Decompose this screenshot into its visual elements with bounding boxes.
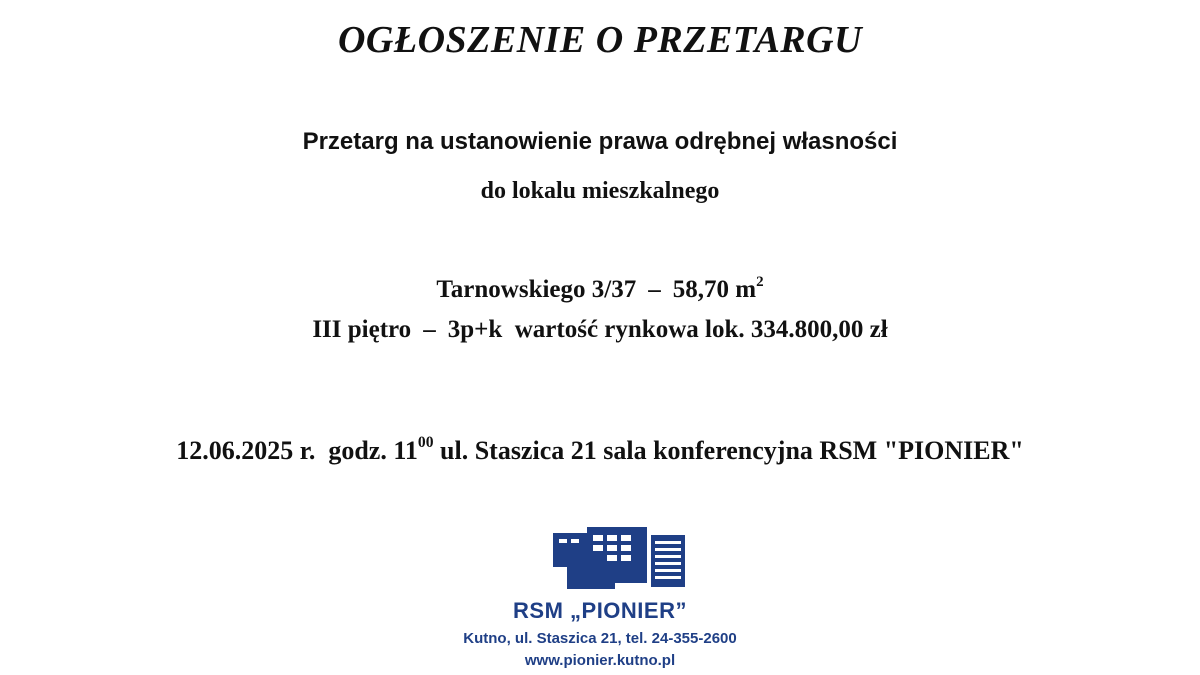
market-value: 334.800,00 zł [750,316,888,343]
property-address: Tarnowskiego 3/37 [436,276,637,303]
dash: – [423,316,436,343]
time-label: godz. [328,436,387,465]
property-address-line [0,273,1200,304]
organization-name: RSM „PIONIER” [513,598,687,623]
rsm-pionier-building-logo-icon [553,527,687,589]
tender-event-line [0,436,1200,466]
announcement-title: OGŁOSZENIE O PRZETARGU [337,19,863,61]
tender-venue: ul. Staszica 21 sala konferencyjna RSM "PIONIER" [440,436,1024,465]
property-area: 58,70 m [672,276,757,303]
dash: – [648,276,661,303]
property-floor: III piętro [312,316,412,343]
organization-address: Kutno, ul. Staszica 21, tel. 24-355-2600 [463,630,737,647]
organization-website: www.pionier.kutno.pl [524,652,676,669]
time-hour: 11 [393,436,418,465]
time-minutes: 00 [417,434,434,452]
property-details-line [0,316,1200,344]
market-value-label: wartość rynkowa lok. [514,316,745,343]
area-unit-superscript: 2 [756,273,764,290]
tender-subject-line2: do lokalu mieszkalnego [480,178,720,204]
tender-subject-line1: Przetarg na ustanowienie prawa odrębnej własności [302,128,898,155]
property-rooms: 3p+k [447,316,503,343]
tender-date: 12.06.2025 r. [176,436,316,465]
